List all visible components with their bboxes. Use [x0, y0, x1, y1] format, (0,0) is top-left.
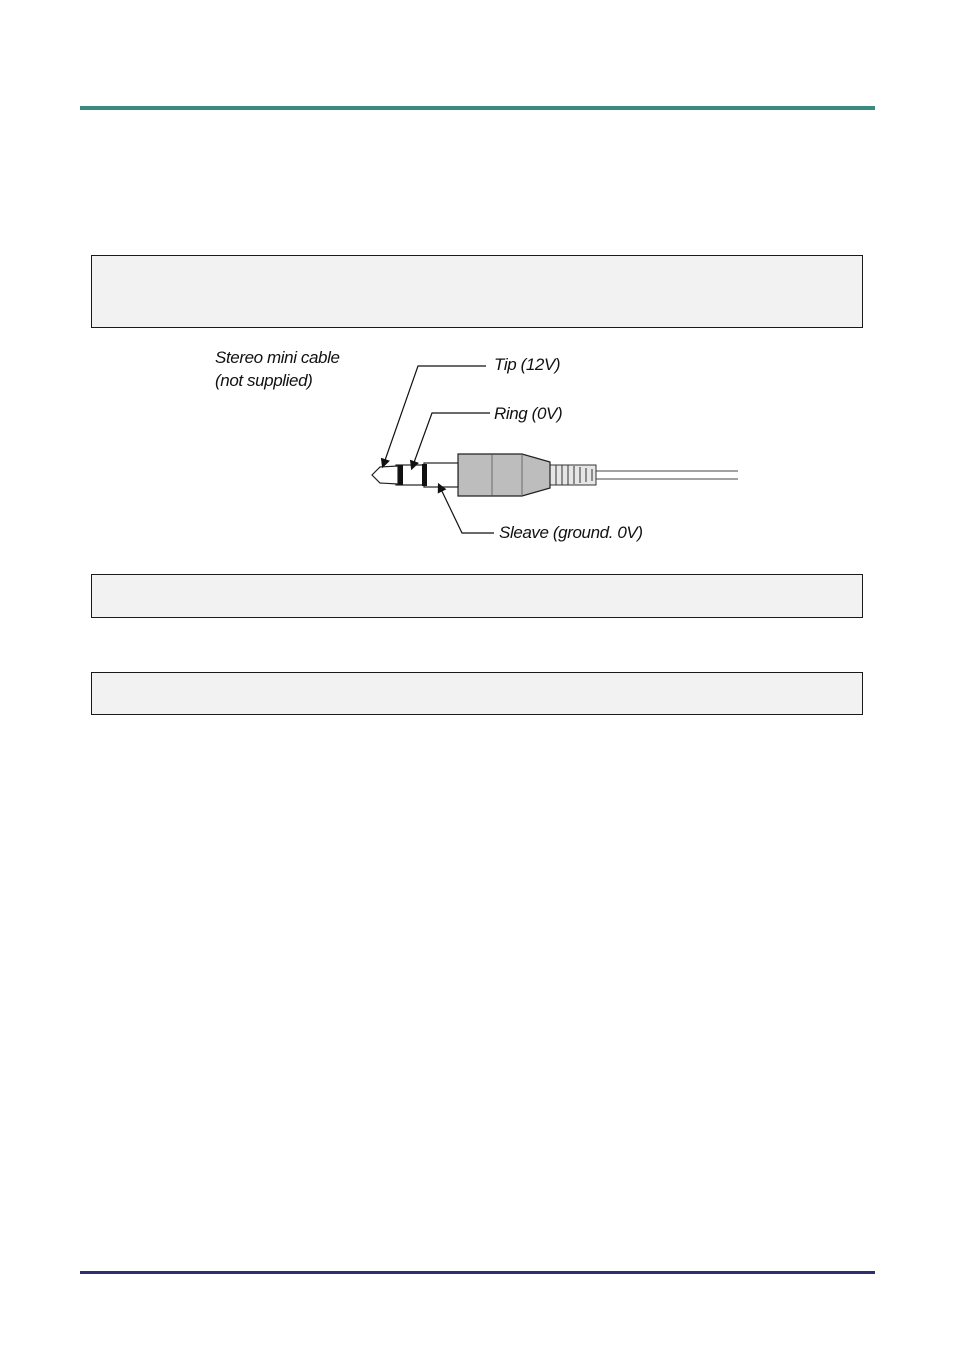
footer-rule: [80, 1271, 875, 1274]
ring-label: Ring (0V): [494, 404, 563, 423]
tip-label: Tip (12V): [494, 355, 561, 374]
tip-leader-arrow: [383, 366, 486, 466]
note-box-1: [91, 255, 863, 328]
cable-label-line2: (not supplied): [215, 371, 313, 390]
plug-body: [458, 454, 550, 496]
header-rule: [80, 106, 875, 110]
sleeve-label: Sleave (ground. 0V): [499, 523, 643, 542]
plug-sleeve: [424, 463, 458, 487]
stereo-mini-plug-diagram: [200, 340, 760, 555]
insulator-band-2: [422, 464, 427, 486]
cable-label-line1: Stereo mini cable: [215, 348, 340, 367]
strain-relief: [550, 465, 596, 485]
note-box-2: [91, 574, 863, 618]
note-box-3: [91, 672, 863, 715]
insulator-band-1: [398, 465, 403, 485]
plug-tip: [372, 466, 398, 484]
cable-wire: [595, 471, 738, 479]
